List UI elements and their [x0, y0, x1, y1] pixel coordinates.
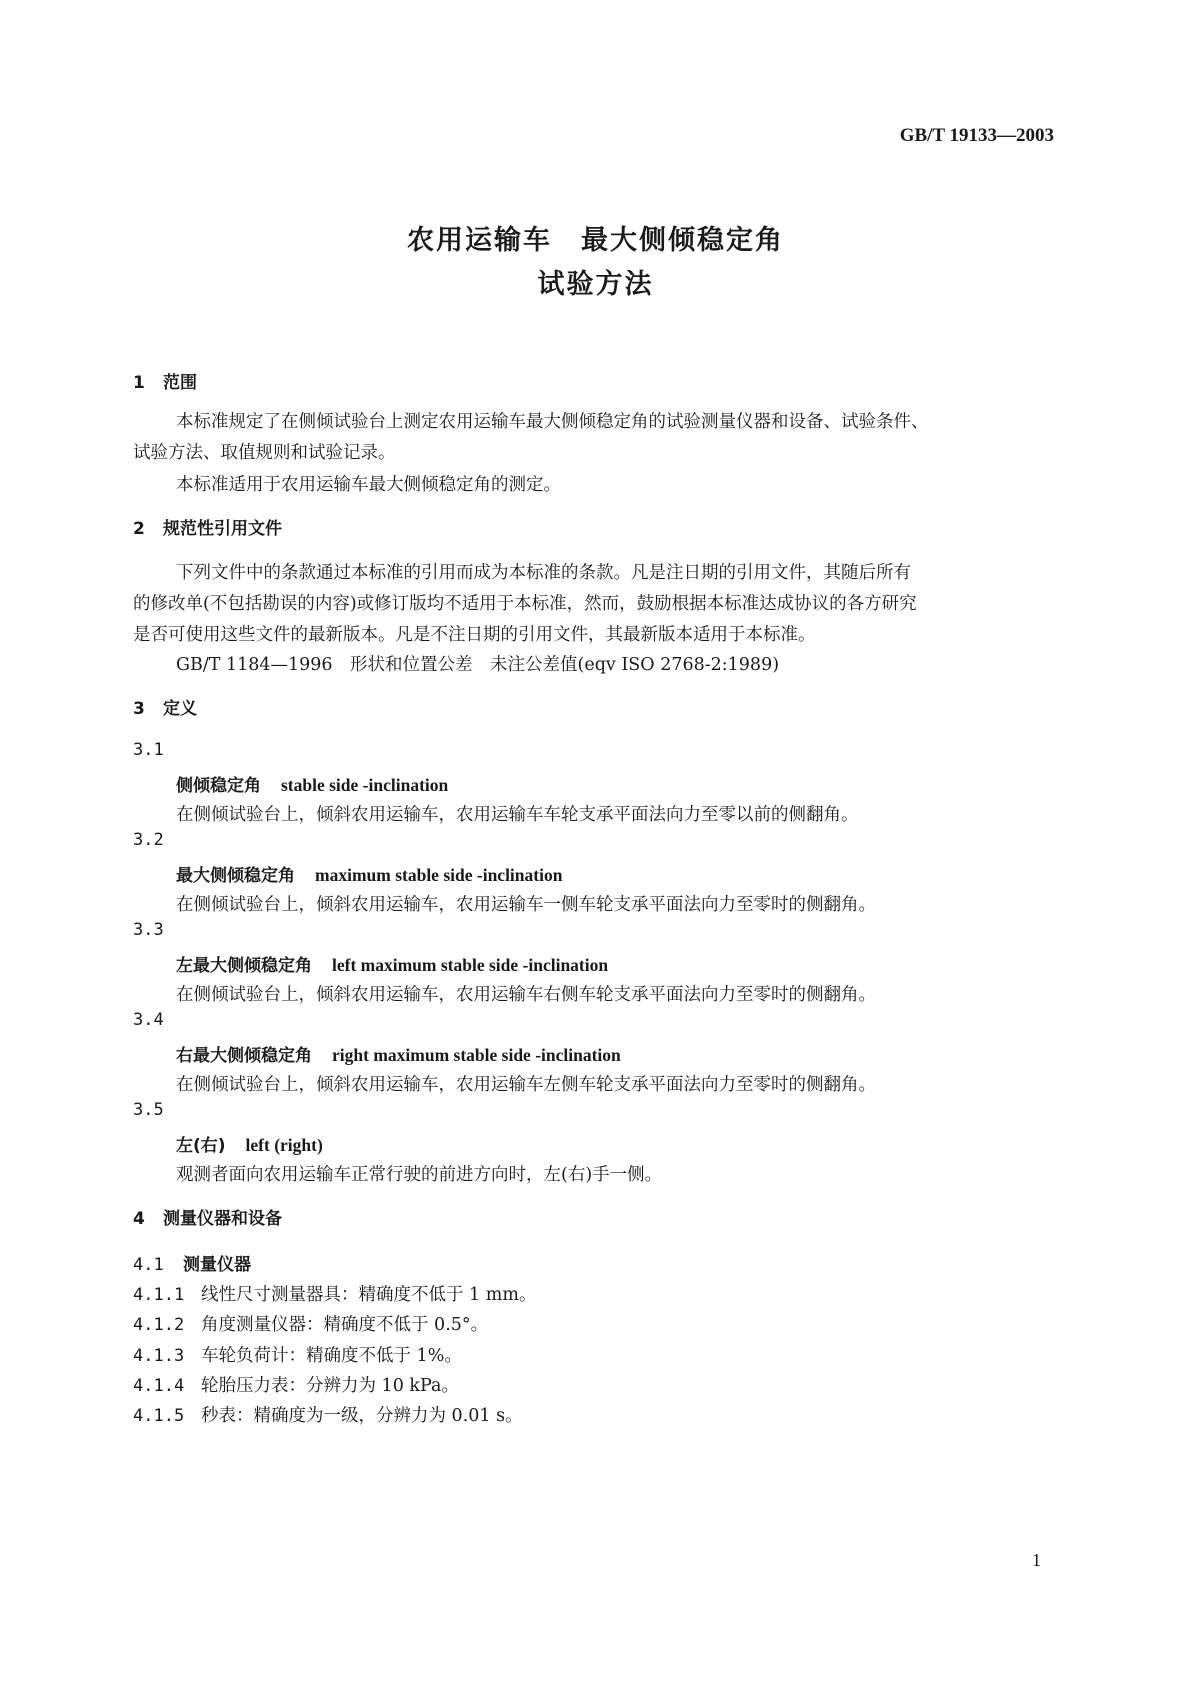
document-title-line2: 试验方法: [537, 269, 654, 300]
term: [176, 1041, 621, 1066]
standard-number: GB/T 19133—2003: [899, 125, 1054, 146]
term-en: stable side -inclination: [281, 775, 449, 795]
term-en: right maximum stable side -inclination: [332, 1045, 621, 1065]
section-4-heading: [133, 1204, 282, 1229]
clause-number: 3.2: [133, 830, 164, 850]
definition: 在侧倾试验台上，倾斜农用运输车，农用运输车车轮支承平面法向力至零以前的侧翻角。: [176, 805, 859, 825]
definition: 在侧倾试验台上，倾斜农用运输车，农用运输车左侧车轮支承平面法向力至零时的侧翻角。: [176, 1075, 876, 1095]
term: [176, 1131, 323, 1156]
definition: 观测者面向农用运输车正常行驶的前进方向时，左(右)手一侧。: [176, 1165, 663, 1185]
item-number: 4.1.3: [133, 1346, 185, 1366]
document-title-line1: 农用运输车 最大侧倾稳定角: [407, 225, 784, 256]
list-item: [133, 1402, 523, 1427]
clause-number: 3.4: [133, 1010, 164, 1030]
page-number: 1: [1032, 1550, 1041, 1570]
term-en: left (right): [245, 1135, 323, 1155]
section-title: 范围: [163, 373, 197, 393]
paragraph-line: 是否可使用这些文件的最新版本。凡是不注日期的引用文件，其最新版本适用于本标准。: [133, 625, 816, 645]
section-number: 4: [133, 1209, 145, 1229]
item-text: 车轮负荷计：精确度不低于 1%。: [201, 1346, 462, 1366]
section-number: 3: [133, 699, 145, 719]
subsection-number: 4.1: [133, 1255, 164, 1275]
paragraph-line: 试验方法、取值规则和试验记录。: [133, 443, 396, 463]
subsection-title: 测量仪器: [183, 1255, 251, 1275]
term: [176, 861, 562, 886]
clause-number: 3.3: [133, 920, 164, 940]
item-number: 4.1.2: [133, 1315, 185, 1335]
section-number: 1: [133, 373, 145, 393]
section-number: 2: [133, 519, 145, 539]
paragraph-line: 本标准适用于农用运输车最大侧倾稳定角的测定。: [176, 475, 561, 495]
section-title: 测量仪器和设备: [163, 1209, 282, 1229]
term-cn: 左最大侧倾稳定角: [176, 956, 312, 976]
definition: 在侧倾试验台上，倾斜农用运输车，农用运输车右侧车轮支承平面法向力至零时的侧翻角。: [176, 985, 876, 1005]
term-en: left maximum stable side -inclination: [332, 955, 609, 975]
section-3-heading: [133, 694, 197, 719]
list-item: [133, 1281, 536, 1306]
clause-number: 3.1: [133, 740, 164, 760]
list-item: [133, 1372, 459, 1397]
item-text: 线性尺寸测量器具：精确度不低于 1 mm。: [201, 1285, 537, 1305]
clause-number: 3.5: [133, 1100, 164, 1120]
list-item: [133, 1342, 462, 1367]
item-text: 秒表：精确度为一级，分辨力为 0.01 s。: [201, 1406, 523, 1426]
paragraph-line: 本标准规定了在侧倾试验台上测定农用运输车最大侧倾稳定角的试验测量仪器和设备、试验条件、: [176, 412, 929, 432]
section-1-heading: [133, 368, 197, 393]
item-number: 4.1.5: [133, 1406, 185, 1426]
term-cn: 右最大侧倾稳定角: [176, 1046, 312, 1066]
item-number: 4.1.4: [133, 1376, 185, 1396]
section-title: 定义: [163, 699, 197, 719]
term-en: maximum stable side -inclination: [315, 865, 563, 885]
item-number: 4.1.1: [133, 1285, 185, 1305]
term: [176, 951, 608, 976]
term-cn: 最大侧倾稳定角: [176, 866, 295, 886]
paragraph-line: 的修改单(不包括勘误的内容)或修订版均不适用于本标准，然而，鼓励根据本标准达成协议的各方研究: [133, 594, 917, 614]
section-title: 规范性引用文件: [163, 519, 282, 539]
subsection-4-1-heading: [133, 1250, 251, 1275]
list-item: [133, 1311, 488, 1336]
item-text: 轮胎压力表：分辨力为 10 kPa。: [201, 1376, 459, 1396]
paragraph-line: 下列文件中的条款通过本标准的引用而成为本标准的条款。凡是注日期的引用文件，其随后所有: [176, 563, 911, 583]
section-2-heading: [133, 514, 282, 539]
term: [176, 771, 448, 796]
normative-reference: GB/T 1184—1996 形状和位置公差 未注公差值(eqv ISO 2768-2:1989): [176, 655, 780, 675]
term-cn: 侧倾稳定角: [176, 776, 261, 796]
item-text: 角度测量仪器：精确度不低于 0.5°。: [201, 1315, 489, 1335]
term-cn: 左(右): [176, 1136, 226, 1156]
definition: 在侧倾试验台上，倾斜农用运输车，农用运输车一侧车轮支承平面法向力至零时的侧翻角。: [176, 895, 876, 915]
